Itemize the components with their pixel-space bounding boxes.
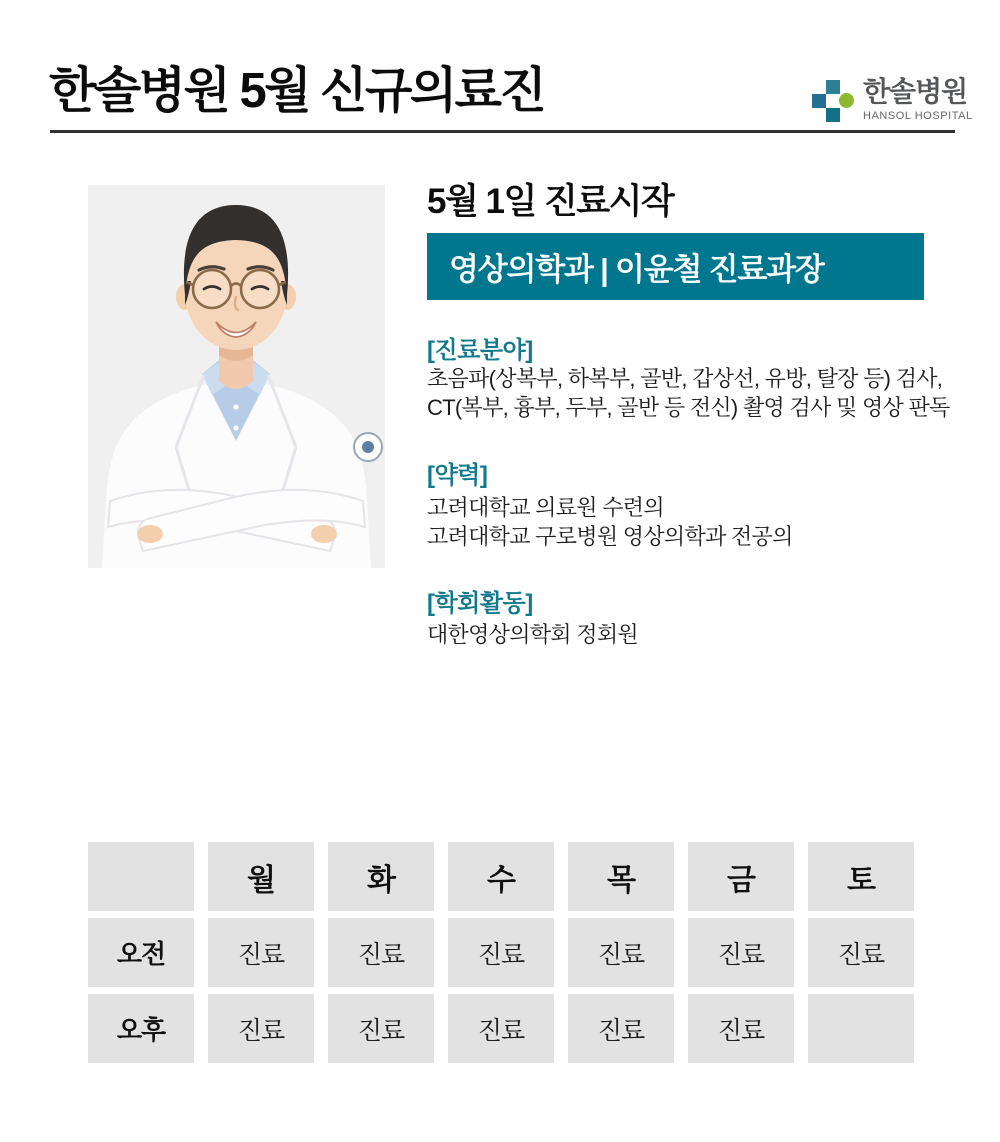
schedule-cell-afternoon-sat <box>808 994 914 1063</box>
schedule-cell-afternoon-mon: 진료 <box>208 994 314 1063</box>
page-title: 한솔병원 5월 신규의료진 <box>49 64 545 118</box>
section-body-society <box>427 621 638 650</box>
schedule-cell-afternoon-tue: 진료 <box>328 994 434 1063</box>
schedule-cell-morning-fri: 진료 <box>688 918 794 987</box>
section-heading-society: [학회활동] <box>427 590 533 617</box>
doctor-photo <box>88 185 385 568</box>
section-body-fields <box>427 365 950 422</box>
schedule-cell-morning-sat: 진료 <box>808 918 914 987</box>
schedule-col-sat: 토 <box>808 842 914 911</box>
hospital-logo <box>812 78 973 124</box>
schedule-cell-afternoon-wed: 진료 <box>448 994 554 1063</box>
schedule-cell-morning-thu: 진료 <box>568 918 674 987</box>
fields-line-2: CT(복부, 흉부, 두부, 골반 등 전신) 촬영 검사 및 영상 판독 <box>427 394 950 420</box>
career-line-2: 고려대학교 구로병원 영상의학과 전공의 <box>427 523 793 549</box>
fields-line-1: 초음파(상복부, 하복부, 골반, 갑상선, 유방, 탈장 등) 검사, <box>427 366 943 391</box>
schedule-row-afternoon-label: 오후 <box>88 994 194 1063</box>
schedule-col-mon: 월 <box>208 842 314 911</box>
career-line-1: 고려대학교 의료원 수련의 <box>427 495 664 520</box>
schedule-col-tue: 화 <box>328 842 434 911</box>
start-date-heading: 5월 1일 진료시작 <box>427 182 674 221</box>
logo-subtitle: HANSOL HOSPITAL <box>863 110 973 122</box>
society-line-1: 대한영상의학회 정회원 <box>427 622 638 647</box>
hospital-cross-icon <box>812 80 854 124</box>
schedule-cell-afternoon-thu: 진료 <box>568 994 674 1063</box>
doctor-portrait-illustration <box>88 185 385 568</box>
weekly-schedule-table <box>88 842 914 1063</box>
section-heading-career: [약력] <box>427 462 488 489</box>
schedule-col-fri: 금 <box>688 842 794 911</box>
department-doctor-banner: 영상의학과 | 이윤철 진료과장 <box>427 233 924 300</box>
logo-name: 한솔병원 <box>863 76 968 107</box>
schedule-corner-cell <box>88 842 194 911</box>
header-divider <box>50 130 955 133</box>
green-dot-icon <box>839 93 854 108</box>
schedule-col-wed: 수 <box>448 842 554 911</box>
schedule-col-thu: 목 <box>568 842 674 911</box>
schedule-cell-morning-mon: 진료 <box>208 918 314 987</box>
section-heading-fields: [진료분야] <box>427 337 533 364</box>
schedule-row-morning-label: 오전 <box>88 918 194 987</box>
schedule-cell-morning-tue: 진료 <box>328 918 434 987</box>
schedule-cell-afternoon-fri: 진료 <box>688 994 794 1063</box>
section-body-career <box>427 494 793 551</box>
schedule-cell-morning-wed: 진료 <box>448 918 554 987</box>
